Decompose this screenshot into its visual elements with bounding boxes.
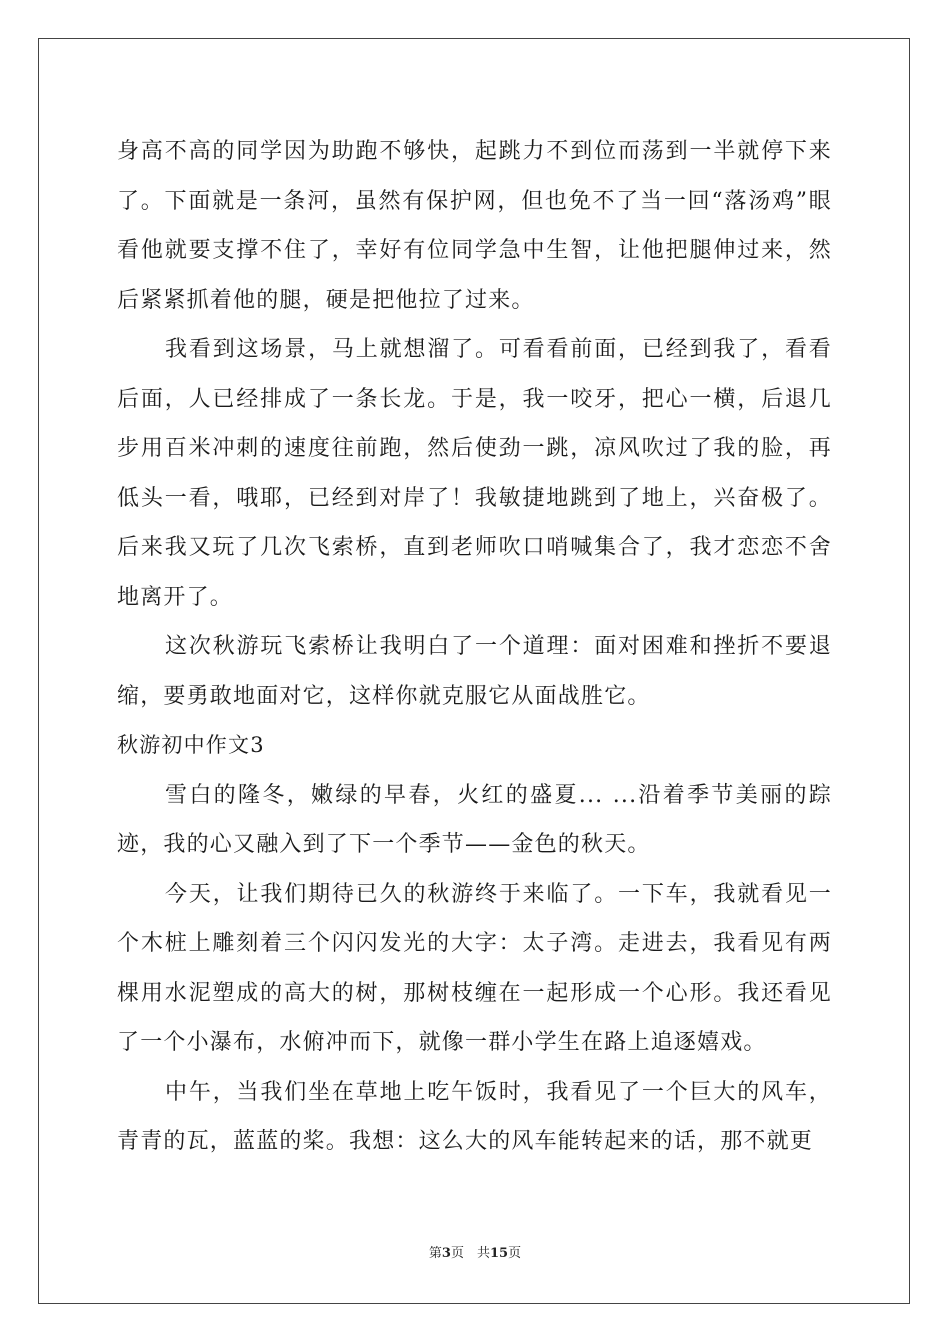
paragraph-2: 我看到这场景，马上就想溜了。可看看前面，已经到我了，看看后面，人已经排成了一条长龙。于是，我一咬牙，把心一横，后退几步用百米冲刺的速度往前跑，然后使劲一跳，凉风吹过了我的脸，再低头一看，哦耶，已经到对岸了！我敏捷地跳到了地上，兴奋极了。后来我又玩了几次飞索桥，直到老师吹口哨喊集合了，我才恋恋不舍地离开了。 — [117, 337, 832, 610]
paragraph-5: 今天，让我们期待已久的秋游终于来临了。一下车，我就看见一个木桩上雕刻着三个闪闪发光的大字：太子湾。走进去，我看见有两棵用水泥塑成的高大的树，那树枝缠在一起形成一个心形。我还看见了一个小瀑布，水俯冲而下，就像一群小学生在路上追逐嬉戏。 — [117, 881, 832, 1055]
footer-total-pages: 15 — [489, 1246, 509, 1261]
paragraph-4: 雪白的隆冬，嫩绿的早春，火红的盛夏... ...沿着季节美丽的踪迹，我的心又融入到了下一个季节——金色的秋天。 — [117, 782, 832, 857]
paragraph-1: 身高不高的同学因为助跑不够快，起跳力不到位而荡到一半就停下来了。下面就是一条河，虽然有保护网，但也免不了当一回“落汤鸡”眼看他就要支撑不住了，幸好有位同学急中生智，让他把腿伸过来，然后紧紧抓着他的腿，硬是把他拉了过来。 — [117, 139, 832, 313]
paragraph-6: 中午，当我们坐在草地上吃午饭时，我看见了一个巨大的风车，青青的瓦，蓝蓝的桨。我想：这么大的风车能转起来的话，那不就更 — [117, 1079, 832, 1154]
footer-prefix: 第 — [428, 1246, 442, 1261]
footer-suffix: 页 — [508, 1246, 522, 1261]
document-body — [117, 127, 832, 1167]
paragraph-3: 这次秋游玩飞索桥让我明白了一个道理：面对困难和挫折不要退缩，要勇敢地面对它，这样你就克服它从面战胜它。 — [117, 634, 832, 709]
page-footer — [0, 1242, 950, 1261]
footer-mid: 页 共 — [450, 1246, 490, 1261]
section-heading: 秋游初中作文3 — [117, 733, 265, 757]
footer-page-number: 3 — [441, 1246, 451, 1261]
